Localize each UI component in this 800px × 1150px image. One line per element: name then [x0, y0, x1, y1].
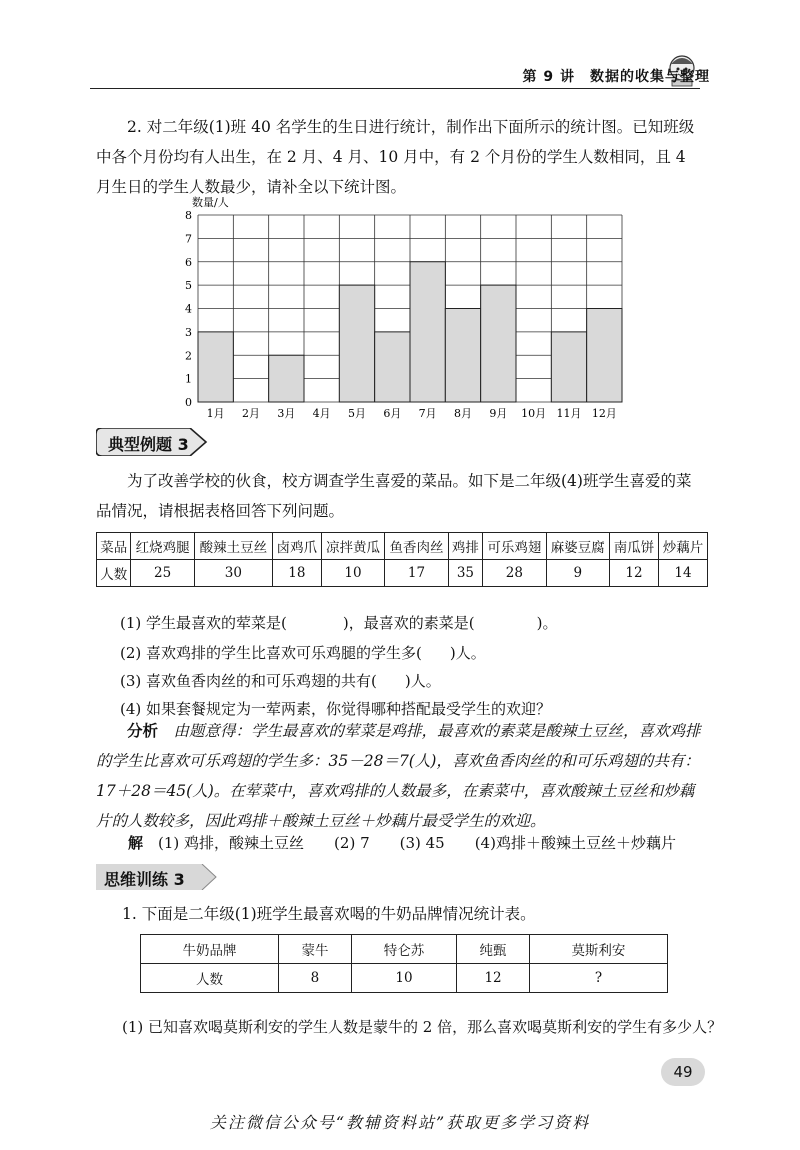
table-cell: 9 — [546, 560, 609, 587]
table-cell: 12 — [457, 964, 530, 993]
solution-block — [128, 832, 676, 853]
x-tick-label: 8月 — [454, 407, 472, 420]
page-number: 49 — [661, 1058, 705, 1086]
page-header-title: 第 9 讲 数据的收集与整理 — [522, 69, 710, 85]
q1-part-c: )。 — [536, 614, 558, 632]
header-rule — [90, 88, 700, 89]
x-tick-label: 11月 — [556, 407, 582, 420]
birthday-bar-chart — [168, 192, 628, 424]
table-cell: 莫斯利安 — [529, 935, 667, 964]
x-tick-label: 6月 — [383, 407, 402, 420]
y-tick-label: 0 — [185, 396, 192, 409]
x-tick-label: 5月 — [348, 407, 366, 420]
table-cell: 25 — [131, 560, 194, 587]
solution-text: (1) 鸡排，酸辣土豆丝 (2) 7 (3) 45 (4)鸡排＋酸辣土豆丝＋炒藕片 — [158, 834, 676, 852]
dish-table — [96, 532, 708, 587]
analysis-text: 由题意得：学生最喜欢的荤菜是鸡排，最喜欢的素菜是酸辣土豆丝，喜欢鸡排的学生比喜欢可乐鸡翅的学生多：35－28＝7(人)，喜欢鱼香肉丝的和可乐鸡翅的共有：17＋28＝45(人)。在荤菜中，喜欢鸡排的人数最多，在素菜中，喜欢酸辣土豆丝和炒藕片的人数较多，因此鸡排＋酸辣土豆丝＋炒藕片最受学生的欢迎。 — [96, 722, 701, 830]
x-tick-label: 10月 — [521, 407, 547, 420]
bar — [198, 332, 233, 402]
table-cell: 酸辣土豆丝 — [194, 533, 272, 560]
y-tick-label: 5 — [185, 279, 192, 293]
table-header-row — [141, 935, 668, 964]
table-cell: 牛奶品牌 — [141, 935, 279, 964]
table-cell: ? — [529, 964, 667, 993]
y-tick-label: 6 — [185, 255, 192, 269]
table-cell: 人数 — [141, 964, 279, 993]
analysis-block — [96, 716, 706, 836]
x-tick-label: 2月 — [242, 407, 260, 420]
q2-part-b: )人。 — [449, 644, 486, 662]
bar — [445, 309, 480, 403]
table-cell: 蒙牛 — [279, 935, 352, 964]
table-cell: 炒藕片 — [658, 533, 707, 560]
q1-part-a: (1) 学生最喜欢的荤菜是( — [120, 614, 287, 632]
table-cell: 可乐鸡翅 — [483, 533, 546, 560]
q1-part-b: )，最喜欢的素菜是( — [342, 614, 475, 632]
table-cell: 10 — [351, 964, 456, 993]
table-cell: 红烧鸡腿 — [131, 533, 194, 560]
analysis-label: 分析 — [127, 722, 159, 740]
question-3 — [120, 670, 441, 691]
table-cell: 人数 — [97, 560, 131, 587]
y-tick-label: 7 — [185, 232, 192, 246]
q3-part-a: (3) 喜欢鱼香肉丝的和可乐鸡翅的共有( — [120, 672, 377, 690]
table-row — [97, 560, 708, 587]
table-cell: 14 — [658, 560, 707, 587]
footer-note: 关注微信公众号“教辅资料站”获取更多学习资料 — [209, 1113, 591, 1132]
x-tick-label: 1月 — [206, 407, 225, 420]
y-tick-label: 8 — [185, 209, 192, 222]
table-cell: 28 — [483, 560, 546, 587]
bar — [339, 285, 374, 402]
x-tick-label: 12月 — [591, 407, 617, 420]
y-tick-label: 4 — [185, 302, 192, 316]
table-cell: 30 — [194, 560, 272, 587]
bar — [375, 332, 410, 402]
table-cell: 南瓜饼 — [610, 533, 659, 560]
example-3-badge — [96, 428, 208, 456]
bar — [551, 332, 586, 402]
y-tick-label: 2 — [185, 349, 192, 363]
table-cell: 18 — [272, 560, 321, 587]
x-tick-label: 3月 — [277, 407, 296, 420]
bar — [587, 309, 622, 403]
question-1 — [120, 612, 557, 633]
table-cell: 鸡排 — [448, 533, 482, 560]
milk-brand-table — [140, 934, 668, 993]
training-question-1: (1) 已知喜欢喝莫斯利安的学生人数是蒙牛的 2 倍，那么喜欢喝莫斯利安的学生有多少人？ — [122, 1018, 723, 1036]
training-3-badge — [96, 864, 218, 890]
table-row — [141, 964, 668, 993]
table-cell: 纯甄 — [457, 935, 530, 964]
y-axis-label: 数量/人 — [192, 196, 229, 209]
table-cell: 10 — [321, 560, 384, 587]
table-cell: 17 — [385, 560, 448, 587]
y-tick-label: 1 — [185, 372, 192, 386]
table-header-row — [97, 533, 708, 560]
x-tick-label: 7月 — [418, 407, 437, 420]
table-cell: 麻婆豆腐 — [546, 533, 609, 560]
table-cell: 菜品 — [97, 533, 131, 560]
x-tick-label: 4月 — [312, 407, 331, 420]
y-tick-label: 3 — [185, 325, 192, 339]
bar — [269, 355, 304, 402]
x-tick-label: 9月 — [489, 407, 508, 420]
table-cell: 鱼香肉丝 — [385, 533, 448, 560]
table-cell: 卤鸡爪 — [272, 533, 321, 560]
q2-part-a: (2) 喜欢鸡排的学生比喜欢可乐鸡腿的学生多( — [120, 644, 422, 662]
problem-2-text: 2. 对二年级(1)班 40 名学生的生日进行统计，制作出下面所示的统计图。已知班级中各个月份均有人出生，在 2 月、4 月、10 月中，有 2 个月份的学生人数相同，且 4 月生日的学生人数最少，请补全以下统计图。 — [96, 118, 695, 196]
example-3-intro: 为了改善学校的伙食，校方调查学生喜爱的菜品。如下是二年级(4)班学生喜爱的菜品情况，请根据表格回答下列问题。 — [96, 472, 692, 520]
solution-label: 解 — [128, 834, 144, 852]
bar — [410, 262, 445, 402]
question-2 — [120, 642, 486, 663]
table-cell: 12 — [610, 560, 659, 587]
question-4: (4) 如果套餐规定为一荤两素，你觉得哪种搭配最受学生的欢迎？ — [120, 700, 552, 718]
table-cell: 8 — [279, 964, 352, 993]
training-1-text: 1. 下面是二年级(1)班学生最喜欢喝的牛奶品牌情况统计表。 — [122, 905, 536, 923]
example-3-label: 典型例题 3 — [108, 435, 189, 454]
table-cell: 特仑苏 — [351, 935, 456, 964]
q3-part-b: )人。 — [404, 672, 441, 690]
table-cell: 35 — [448, 560, 482, 587]
table-cell: 凉拌黄瓜 — [321, 533, 384, 560]
training-3-label: 思维训练 3 — [104, 870, 185, 889]
bar — [481, 285, 516, 402]
